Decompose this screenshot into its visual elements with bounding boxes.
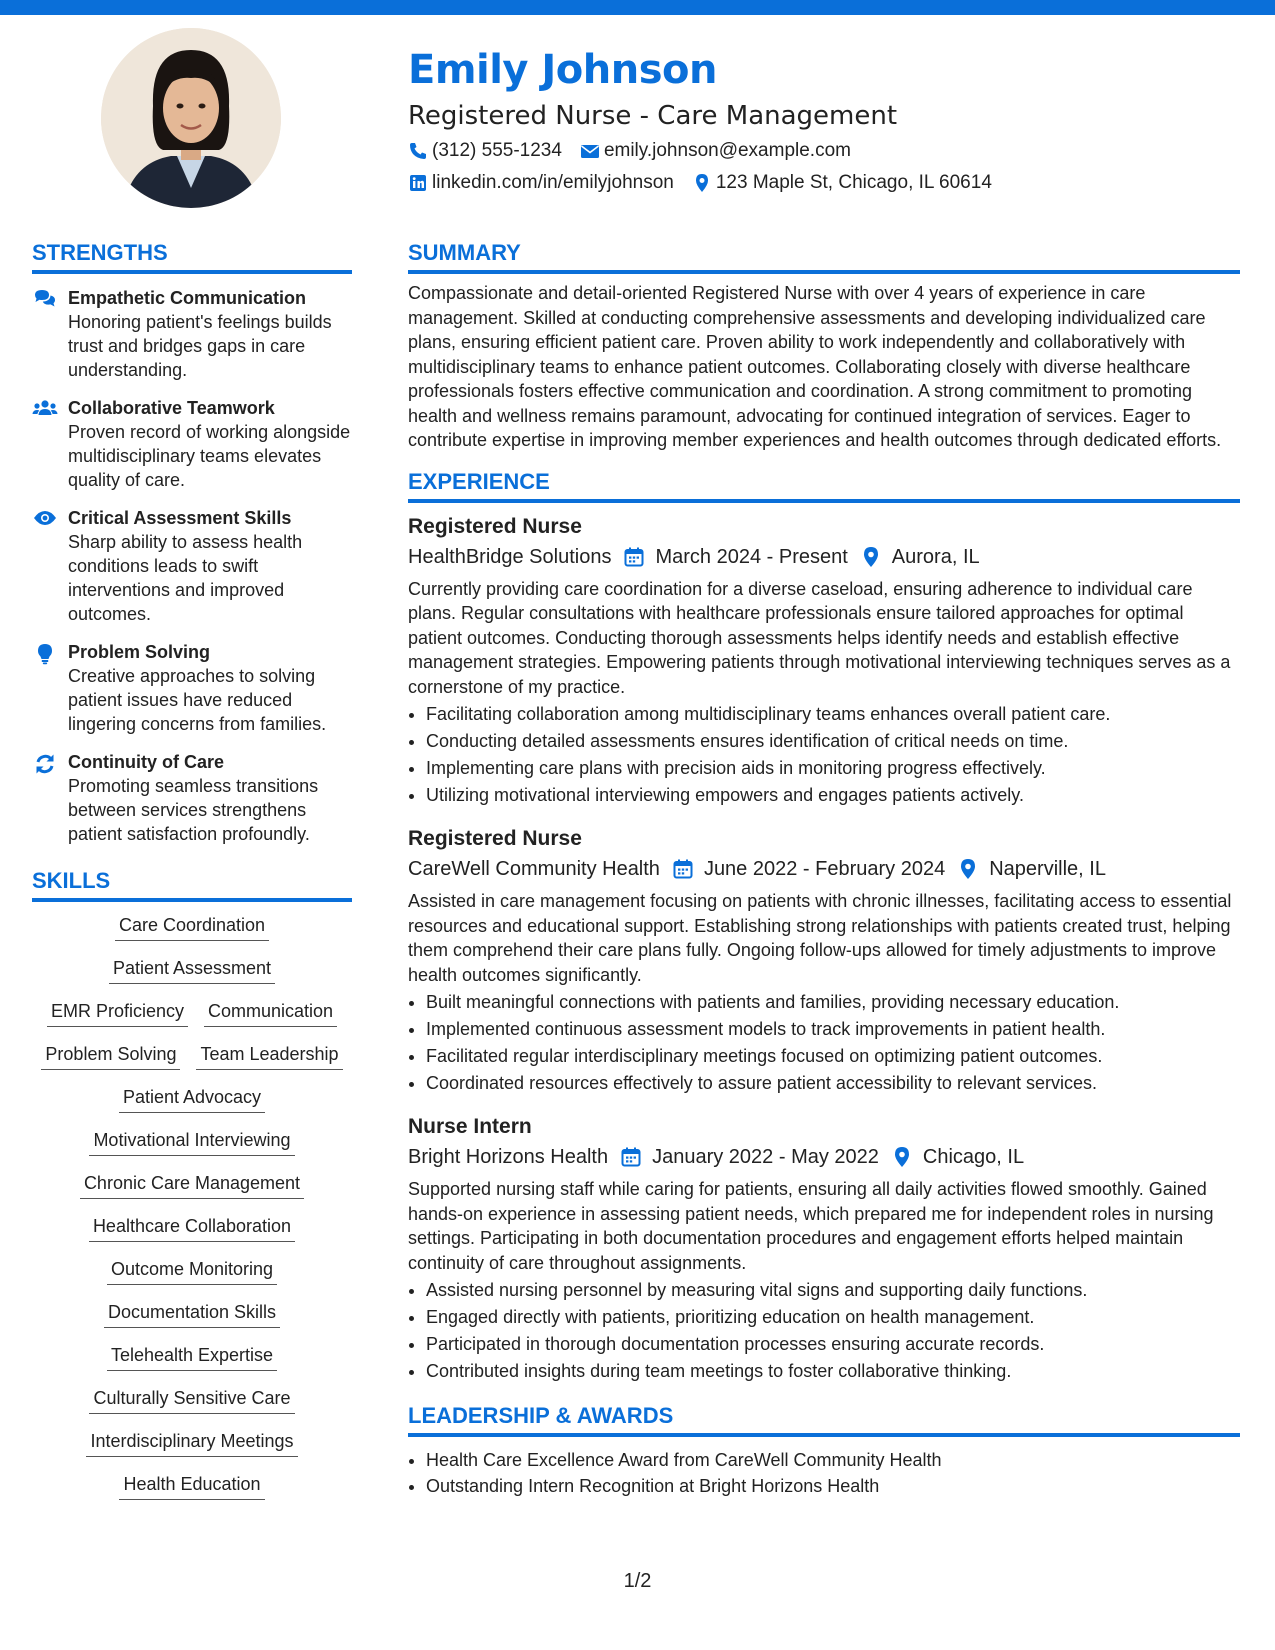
contact-row-2 — [408, 168, 1228, 198]
skill-row — [32, 1256, 352, 1285]
skill-row — [32, 1428, 352, 1457]
award-item: • Outstanding Intern Recognition at Bright Horizons Health — [426, 1473, 1240, 1499]
job-title: Registered Nurse — [408, 514, 582, 538]
left-column — [32, 238, 352, 1514]
phone-text[interactable]: (312) 555-1234 — [432, 140, 562, 161]
location-pin-icon — [860, 546, 882, 568]
job-bullet: • Built meaningful connections with patients and families, providing necessary education. — [426, 989, 1240, 1016]
skill-tag: Documentation Skills — [104, 1299, 280, 1328]
skill-tag: EMR Proficiency — [47, 998, 188, 1027]
award-item: • Health Care Excellence Award from CareWell Community Health — [426, 1447, 1240, 1473]
job-meta — [408, 1141, 1240, 1173]
linkedin-item — [408, 168, 674, 198]
strength-name: Problem Solving — [68, 642, 211, 662]
location-pin-icon — [957, 858, 979, 880]
job-bullet: • Utilizing motivational interviewing empowers and engages patients actively. — [426, 782, 1240, 809]
skill-row — [32, 1385, 352, 1414]
experience-heading: EXPERIENCE — [408, 467, 1240, 503]
job-dates: June 2022 - February 2024 — [703, 858, 946, 880]
skills-heading: SKILLS — [32, 866, 352, 902]
skill-tag: Telehealth Expertise — [107, 1342, 277, 1371]
calendar-icon — [623, 546, 645, 568]
job-bullet: • Conducting detailed assessments ensures identification of critical needs on time. — [426, 728, 1240, 755]
job-description: Currently providing care coordination for a diverse caseload, ensuring adherence to individual care plans. Regular consultations with healthcare professionals ensure tailored approaches for optimal patient outcomes. Conducting thorough assessments helps identify needs and establish effective management strategies. Empowering patients through motivational interviewing techniques serves as a cornerstone of my practice. — [408, 578, 1231, 697]
contact-row-1 — [408, 136, 1228, 166]
address-text: 123 Maple St, Chicago, IL 60614 — [715, 172, 992, 193]
skill-tag: Care Coordination — [115, 912, 269, 941]
strength-desc: Creative approaches to solving patient issues have reduced lingering concerns from families. — [68, 666, 327, 734]
skill-row — [32, 912, 352, 941]
skill-tag: Chronic Care Management — [80, 1170, 304, 1199]
phone-icon — [408, 141, 428, 161]
strength-item — [32, 506, 352, 626]
calendar-icon — [672, 858, 694, 880]
right-column — [408, 238, 1240, 1499]
comments-icon — [32, 286, 58, 382]
skill-tag: Interdisciplinary Meetings — [86, 1428, 297, 1457]
page-number: 1/2 — [623, 1570, 652, 1592]
job-dates: March 2024 - Present — [655, 545, 848, 568]
skill-row — [32, 1041, 352, 1070]
skill-tag: Problem Solving — [41, 1041, 180, 1070]
address-item — [692, 168, 992, 198]
job-bullets — [408, 701, 1240, 809]
strength-item — [32, 750, 352, 846]
job-company: CareWell Community Health — [408, 858, 660, 880]
skill-row — [32, 1170, 352, 1199]
job-title: Registered Nurse — [408, 827, 582, 850]
job-bullet: • Facilitating collaboration among multidisciplinary teams enhances overall patient care. — [426, 701, 1240, 728]
strength-name: Collaborative Teamwork — [68, 398, 275, 418]
skill-tag: Healthcare Collaboration — [89, 1213, 295, 1242]
job-dates: January 2022 - May 2022 — [652, 1146, 879, 1168]
strength-desc: Honoring patient's feelings builds trust and bridges gaps in care understanding. — [68, 312, 332, 380]
job-entry — [408, 1113, 1240, 1385]
job-bullet: • Participated in thorough documentation processes ensuring accurate records. — [426, 1331, 1240, 1358]
job-location: Aurora, IL — [891, 545, 980, 568]
linkedin-text[interactable]: linkedin.com/in/emilyjohnson — [432, 172, 674, 193]
strength-desc: Proven record of working alongside multidisciplinary teams elevates quality of care. — [68, 422, 351, 490]
skill-row — [32, 998, 352, 1027]
job-bullet: • Facilitated regular interdisciplinary meetings focused on optimizing patient outcomes. — [426, 1043, 1240, 1070]
strength-name: Empathetic Communication — [68, 288, 307, 308]
strength-item — [32, 640, 352, 736]
strength-item — [32, 396, 352, 492]
candidate-name: Emily Johnson — [408, 47, 718, 93]
skill-tag: Outcome Monitoring — [107, 1256, 277, 1285]
skill-row — [32, 1084, 352, 1113]
job-company: HealthBridge Solutions — [408, 545, 612, 568]
awards-heading: LEADERSHIP & AWARDS — [408, 1401, 1240, 1437]
job-description: Supported nursing staff while caring for patients, ensuring all daily activities flowed smoothly. Gained hands-on experience in assessing patient needs, which prepared me for independent roles in nursing settings. Participating in both documentation procedures and engagement efforts helped maintain continuity of care throughout assignments. — [408, 1179, 1214, 1273]
strengths-list — [32, 286, 352, 846]
skill-tag: Communication — [204, 998, 337, 1027]
skill-row — [32, 1471, 352, 1500]
location-pin-icon — [891, 1146, 913, 1168]
job-bullet: • Implementing care plans with precision aids in monitoring progress effectively. — [426, 755, 1240, 782]
job-location: Naperville, IL — [989, 858, 1106, 880]
strength-desc: Sharp ability to assess health conditions leads to swift interventions and improved outcomes. — [68, 532, 303, 624]
skill-tag: Team Leadership — [196, 1041, 342, 1070]
eye-icon — [32, 506, 58, 626]
phone-item — [408, 136, 562, 166]
envelope-icon — [580, 141, 600, 161]
job-bullets — [408, 989, 1240, 1097]
summary-text: Compassionate and detail-oriented Registered Nurse with over 4 years of experience in care management. Skilled at conducting comprehensive assessments and developing individualized care plans, ensuring efficient patient care. Proven ability to work independently and collaboratively with multidisciplinary teams to enhance patient outcomes. Collaborating closely with diverse healthcare professionals fosters effective communication and coordination. A strong commitment to promoting health and wellness remains paramount, advocating for continued integration of services. Eager to contribute expertise in improving member experiences and health outcomes through dedicated efforts. — [408, 283, 1222, 450]
skills-list — [32, 912, 352, 1500]
job-description: Assisted in care management focusing on patients with chronic illnesses, facilitating access to essential resources and educational support. Establishing strong relationships with patients created trust, helping them comprehend their care plans fully. Ongoing follow-ups allowed for timely adjustments to improve health outcomes significantly. — [408, 891, 1232, 985]
email-text[interactable]: emily.johnson@example.com — [603, 140, 851, 161]
job-bullet: • Coordinated resources effectively to assure patient accessibility to relevant services. — [426, 1070, 1240, 1097]
job-title: Nurse Intern — [408, 1115, 532, 1138]
profile-photo — [101, 28, 281, 208]
candidate-title: Registered Nurse - Care Management — [408, 101, 898, 131]
strength-name: Critical Assessment Skills — [68, 508, 292, 528]
location-pin-icon — [692, 173, 712, 193]
skill-tag: Patient Advocacy — [119, 1084, 265, 1113]
job-entry — [408, 513, 1240, 810]
linkedin-icon — [408, 173, 428, 193]
email-item — [580, 136, 851, 166]
skill-tag: Health Education — [119, 1471, 264, 1500]
skill-row — [32, 955, 352, 984]
skill-row — [32, 1342, 352, 1371]
strengths-heading: STRENGTHS — [32, 238, 352, 274]
strength-desc: Promoting seamless transitions between services strengthens patient satisfaction profoundly. — [68, 776, 319, 844]
lightbulb-icon — [32, 640, 58, 736]
skill-tag: Culturally Sensitive Care — [89, 1385, 294, 1414]
refresh-icon — [32, 750, 58, 846]
skill-row — [32, 1299, 352, 1328]
job-bullet: • Engaged directly with patients, prioritizing education on health management. — [426, 1304, 1240, 1331]
job-meta — [408, 853, 1240, 885]
skill-tag: Patient Assessment — [109, 955, 275, 984]
top-accent-bar — [0, 0, 1275, 15]
skill-row — [32, 1213, 352, 1242]
job-location: Chicago, IL — [922, 1146, 1025, 1168]
resume-header — [408, 42, 1228, 198]
job-bullet: • Assisted nursing personnel by measuring vital signs and supporting daily functions. — [426, 1277, 1240, 1304]
job-bullet: • Contributed insights during team meetings to foster collaborative thinking. — [426, 1358, 1240, 1385]
skill-tag: Motivational Interviewing — [89, 1127, 294, 1156]
job-meta — [408, 541, 1240, 573]
job-bullets — [408, 1277, 1240, 1385]
job-entry — [408, 825, 1240, 1097]
summary-heading: SUMMARY — [408, 238, 1240, 274]
strength-name: Continuity of Care — [68, 752, 224, 772]
calendar-icon — [620, 1146, 642, 1168]
awards-list — [408, 1447, 1240, 1499]
skill-row — [32, 1127, 352, 1156]
strength-item — [32, 286, 352, 382]
job-company: Bright Horizons Health — [408, 1146, 609, 1168]
users-icon — [32, 396, 58, 492]
job-bullet: • Implemented continuous assessment models to track improvements in patient health. — [426, 1016, 1240, 1043]
